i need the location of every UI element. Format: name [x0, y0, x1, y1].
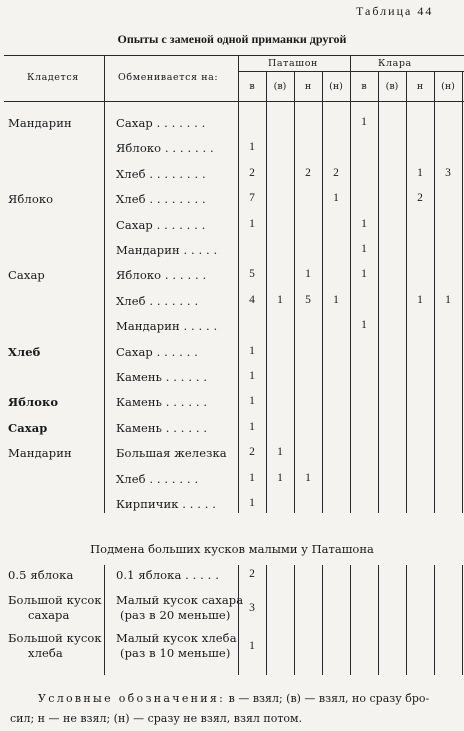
value-cell: 2 [249, 166, 255, 179]
placed-item: Большой кусок [8, 593, 102, 607]
value-cell: 1 [249, 420, 255, 433]
column-rule [266, 565, 267, 675]
value-cell: 2 [249, 446, 255, 459]
value-cell: 1 [333, 293, 339, 306]
value-cell: 1 [417, 293, 423, 306]
placed-item: Хлеб [8, 344, 41, 359]
value-cell: 1 [361, 116, 367, 128]
placed-item: Большой кусок [8, 631, 102, 645]
sub-header: в [361, 81, 367, 92]
legend-second-line: сил; н — не взял; (н) — сразу не взял, взял потом. [10, 712, 303, 725]
legend-line1: в — взял; (в) — взял, но сразу бро- [228, 692, 430, 705]
value-cell: 1 [249, 217, 255, 230]
exchanged-item: (раз в 10 меньше) [120, 646, 231, 660]
column-rule [462, 71, 463, 513]
value-cell: 1 [249, 497, 255, 509]
placed-item: Сахар [8, 268, 45, 283]
exchanged-item: Мандарин . . . . . [116, 319, 218, 334]
column-rule [294, 565, 295, 675]
section2-title: Подмена больших кусков малыми у Паташона [90, 542, 374, 556]
exchanged-item: Мандарин . . . . . [116, 243, 218, 257]
header-top-rule [4, 55, 464, 56]
exchanged-item: Камень . . . . . . [116, 395, 208, 410]
column-rule [104, 56, 105, 513]
exchanged-item: Большая железка [116, 446, 227, 461]
value-cell: 1 [277, 446, 283, 459]
sub-header: в [249, 81, 255, 92]
exchanged-item: Кирпичик . . . . . [116, 497, 217, 511]
value-cell: 2 [249, 568, 255, 580]
value-cell: 1 [305, 268, 311, 281]
exchanged-item: Малый кусок хлеба [116, 631, 237, 645]
exchanged-item: (раз в 20 меньше) [120, 608, 231, 622]
header-group-patashon: Паташон [268, 58, 318, 69]
column-rule [238, 56, 239, 513]
header-bottom-rule [4, 101, 464, 102]
column-rule [378, 565, 379, 675]
header-group-rule [238, 71, 464, 72]
table-number: Таблица 44 [356, 4, 434, 18]
value-cell: 3 [249, 602, 255, 614]
value-cell: 1 [249, 344, 255, 357]
exchanged-item: Сахар . . . . . . . [116, 217, 206, 232]
exchanged-item: Хлеб . . . . . . . . [116, 166, 206, 181]
value-cell: 1 [333, 192, 339, 205]
value-cell: 1 [277, 471, 283, 484]
placed-item: сахара [28, 608, 70, 622]
exchanged-item: Камень . . . . . . [116, 420, 208, 435]
column-rule [104, 565, 105, 675]
placed-item: Сахар [8, 420, 48, 435]
value-cell: 1 [249, 141, 255, 154]
column-rule [378, 71, 379, 513]
value-cell: 2 [333, 166, 339, 179]
sub-header: (в) [273, 81, 287, 92]
sub-header: н [304, 81, 312, 92]
exchanged-item: Сахар . . . . . . [116, 344, 198, 359]
value-cell: 1 [249, 370, 255, 382]
placed-item: Яблоко [8, 395, 59, 410]
value-cell: 1 [361, 268, 367, 281]
placed-item: Мандарин [8, 116, 72, 130]
legend-lead: Условные обозначения: [38, 692, 226, 705]
placed-item: Мандарин [8, 446, 72, 461]
exchanged-item: Камень . . . . . . [116, 370, 208, 384]
value-cell: 1 [445, 293, 451, 306]
value-cell: 4 [249, 293, 255, 306]
placed-item: хлеба [28, 646, 63, 660]
exchanged-item: Яблоко . . . . . . [116, 268, 207, 283]
value-cell: 1 [249, 471, 255, 484]
value-cell: 5 [305, 293, 311, 306]
column-rule [322, 565, 323, 675]
value-cell: 2 [305, 166, 311, 179]
column-rule [350, 56, 351, 513]
exchanged-item: Сахар . . . . . . . [116, 116, 206, 130]
table-title: Опыты с заменой одной приманки другой [117, 32, 347, 46]
placed-item: 0.5 яблока [8, 568, 74, 582]
value-cell: 1 [361, 319, 367, 332]
column-rule [238, 565, 239, 675]
placed-item: Яблоко [8, 192, 54, 207]
value-cell: 1 [249, 395, 255, 408]
value-cell: 5 [249, 268, 255, 281]
exchanged-item: Малый кусок сахара [116, 593, 244, 607]
legend [38, 690, 429, 707]
value-cell: 1 [417, 166, 423, 179]
column-rule [406, 565, 407, 675]
column-rule [406, 71, 407, 513]
exchanged-item: Яблоко . . . . . . . [116, 141, 214, 156]
column-rule [322, 71, 323, 513]
value-cell: 1 [277, 293, 283, 306]
exchanged-item: 0.1 яблока . . . . . [116, 568, 219, 582]
column-rule [294, 71, 295, 513]
sub-header: (в) [385, 81, 399, 92]
value-cell: 1 [361, 217, 367, 230]
sub-header: (н) [441, 81, 455, 92]
sub-header: (н) [329, 81, 343, 92]
value-cell: 7 [249, 192, 255, 205]
value-cell: 1 [361, 243, 367, 255]
header-placed: Кладется [27, 72, 79, 83]
header-group-klara: Клара [378, 58, 412, 69]
column-rule [434, 565, 435, 675]
header-exchanged: Обменивается на: [118, 72, 219, 83]
value-cell: 1 [305, 471, 311, 484]
column-rule [434, 71, 435, 513]
column-rule [266, 71, 267, 513]
exchanged-item: Хлеб . . . . . . . [116, 293, 199, 308]
exchanged-item: Хлеб . . . . . . . . [116, 192, 206, 207]
value-cell: 3 [445, 166, 451, 179]
column-rule [350, 565, 351, 675]
column-rule [462, 565, 463, 675]
value-cell: 2 [417, 192, 423, 205]
exchanged-item: Хлеб . . . . . . . [116, 471, 199, 486]
value-cell: 1 [249, 640, 255, 652]
sub-header: н [416, 81, 424, 92]
